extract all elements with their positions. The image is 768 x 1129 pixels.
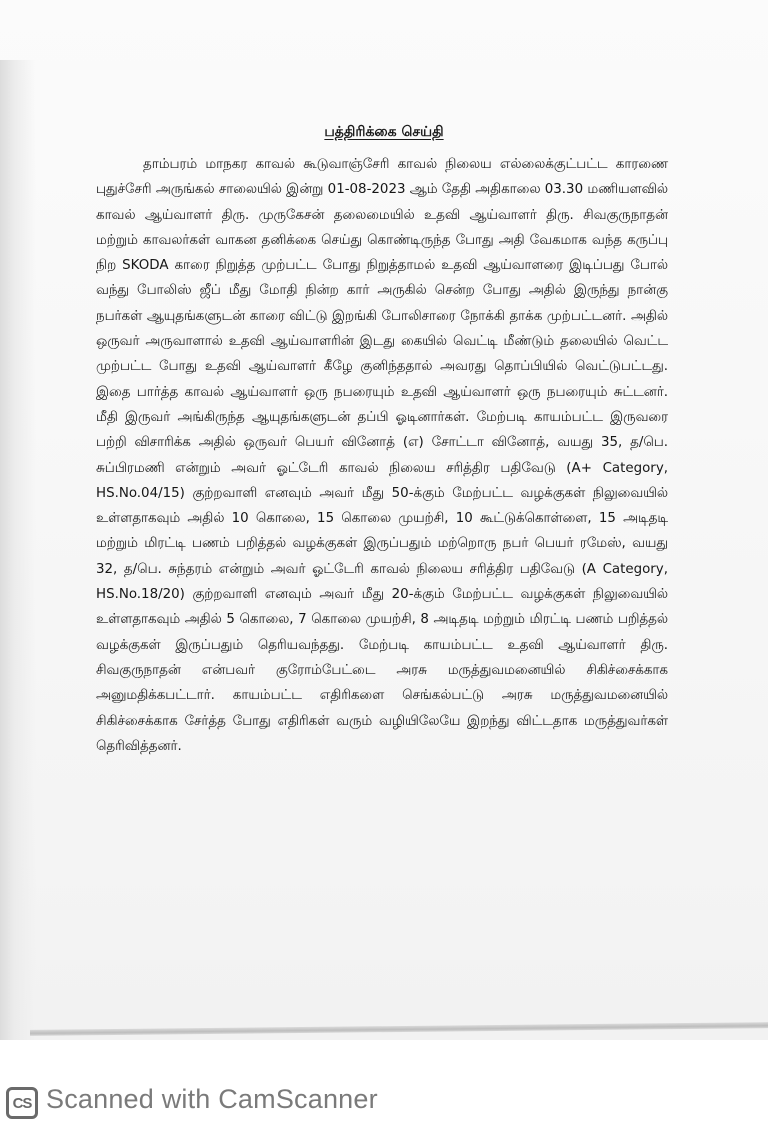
- document-body: தாம்பரம் மாநகர காவல் கூடுவாஞ்சேரி காவல் நிலைய எல்லைக்குட்பட்ட காரணை புதுச்சேரி அருங்கல் சாலையில் இன்று 01-08-2023 ஆம் தேதி அதிகாலை 03.30 மணியளவில் காவல் ஆய்வாளர் திரு. முருகேசன் தலைமையில் உதவி ஆய்வாளர் திரு. சிவகுருநாதன் மற்றும் காவலர்கள் வாகன தனிக்கை செய்து கொண்டிருந்த போது அதி வேகமாக வந்த கருப்பு நிற SKODA காரை நிறுத்த முற்பட்ட போது நிறுத்தாமல் உதவி ஆய்வாளரை இடிப்பது போல் வந்து போலிஸ் ஜீப் மீது மோதி நின்ற கார் அருகில் சென்ற போது அதில் இருந்து நான்கு நபர்கள் ஆயுதங்களுடன் காரை விட்டு இறங்கி போலிசாரை நோக்கி தாக்க முற்பட்டனர். அதில் ஒருவர் அருவாளால் உதவி ஆய்வாளரின் இடது கையில் வெட்டி மீண்டும் தலையில் வெட்ட முற்பட்ட போது உதவி ஆய்வாளர் கீழே குனிந்ததால் அவரது தொப்பியில் வெட்டுபட்டது. இதை பார்த்த காவல் ஆய்வாளர் ஒரு நபரையும் உதவி ஆய்வாளர் ஒரு நபரையும் சுட்டனர். மீதி இருவர் அங்கிருந்த ஆயுதங்களுடன் தப்பி ஓடினார்கள். மேற்படி காயம்பட்ட இருவரை பற்றி விசாரிக்க அதில் ஒருவர் பெயர் வினோத் (எ) சோட்டா வினோத், வயது 35, த/பெ. சுப்பிரமணி என்றும் அவர் ஓட்டேரி காவல் நிலைய சரித்திர பதிவேடு (A+ Category, HS.No.04/15) குற்றவாளி எனவும் அவர் மீது 50-க்கும் மேற்பட்ட வழக்குகள் நிலுவையில் உள்ளதாகவும் அதில் 10 கொலை, 15 கொலை முயற்சி, 10 கூட்டுக்கொள்ளை, 15 அடிதடி மற்றும் மிரட்டி பணம் பறித்தல் வழக்குகள் இருப்பதும் மற்றொரு நபர் பெயர் ரமேஸ், வயது 32, த/பெ. சுந்தரம் என்றும் அவர் ஓட்டேரி காவல் நிலைய சரித்திர பதிவேடு (A Category, HS.No.18/20) குற்றவாளி எனவும் அவர் மீது 20-க்கும் மேற்பட்ட வழக்குகள் நிலுவையில் உள்ளதாகவும் அதில் 5 கொலை, 7 கொலை முயற்சி, 8 அடிதடி மற்றும் மிரட்டி பணம் பறித்தல் வழக்குகள் இருப்பதும் தெரியவந்தது. மேற்படி காயம்பட்ட உதவி ஆய்வாளர் திரு. சிவகுருநாதன் என்பவர் குரோம்பேட்டை அரசு மருத்துவமனையில் சிகிச்சைக்காக அனுமதிக்கபட்டார். காயம்பட்ட எதிரிகளை செங்கல்பட்டு அரசு மருத்துவமனையில் சிகிச்சைக்காக சேர்த்த போது எதிரிகள் வரும் வழியிலேயே இறந்து விட்டதாக மருத்துவர்கள் தெரிவித்தனர்.: [96, 157, 668, 754]
- camscanner-watermark: Scanned with CamScanner: [46, 1084, 378, 1114]
- document-title: [0, 124, 768, 142]
- document-title-text: பத்திரிக்கை செய்தி: [324, 124, 444, 140]
- camscanner-logo-icon: CS: [6, 1087, 38, 1119]
- page-shadow: [0, 60, 36, 1040]
